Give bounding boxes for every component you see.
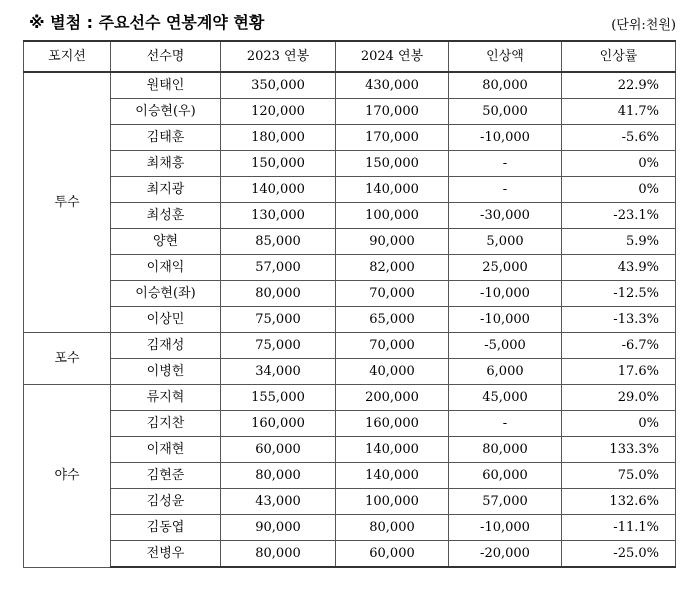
salary-2023-cell: 85,000 xyxy=(221,229,336,255)
raise-rate-cell: 43.9% xyxy=(562,255,676,281)
table-row xyxy=(24,463,676,489)
column-header-salary-2024: 2024 연봉 xyxy=(336,41,449,72)
salary-2023-cell: 75,000 xyxy=(221,333,336,359)
raise-rate-cell: -6.7% xyxy=(562,333,676,359)
raise-amount-cell: 5,000 xyxy=(449,229,562,255)
position-cell: 야수 xyxy=(24,385,111,568)
salary-2023-cell: 350,000 xyxy=(221,72,336,99)
table-row xyxy=(24,385,676,411)
salary-2023-cell: 160,000 xyxy=(221,411,336,437)
salary-2024-cell: 60,000 xyxy=(336,541,449,568)
raise-rate-cell: 0% xyxy=(562,151,676,177)
column-header-salary-2023: 2023 연봉 xyxy=(221,41,336,72)
table-row xyxy=(24,541,676,568)
table-row xyxy=(24,229,676,255)
player-name-cell: 이병헌 xyxy=(111,359,221,385)
salary-2024-cell: 100,000 xyxy=(336,489,449,515)
raise-rate-cell: -11.1% xyxy=(562,515,676,541)
column-header-raise: 인상액 xyxy=(449,41,562,72)
raise-amount-cell: 45,000 xyxy=(449,385,562,411)
raise-rate-cell: -23.1% xyxy=(562,203,676,229)
raise-amount-cell: 25,000 xyxy=(449,255,562,281)
player-name-cell: 최채흥 xyxy=(111,151,221,177)
table-row xyxy=(24,515,676,541)
salary-2024-cell: 90,000 xyxy=(336,229,449,255)
table-header-row xyxy=(24,41,676,72)
raise-amount-cell: 80,000 xyxy=(449,72,562,99)
raise-rate-cell: 0% xyxy=(562,177,676,203)
salary-2023-cell: 34,000 xyxy=(221,359,336,385)
salary-2024-cell: 200,000 xyxy=(336,385,449,411)
raise-amount-cell: - xyxy=(449,411,562,437)
salary-2023-cell: 120,000 xyxy=(221,99,336,125)
player-name-cell: 최성훈 xyxy=(111,203,221,229)
raise-amount-cell: 57,000 xyxy=(449,489,562,515)
raise-rate-cell: 133.3% xyxy=(562,437,676,463)
table-row xyxy=(24,99,676,125)
raise-rate-cell: -25.0% xyxy=(562,541,676,568)
raise-rate-cell: -5.6% xyxy=(562,125,676,151)
player-name-cell: 이재익 xyxy=(111,255,221,281)
raise-amount-cell: 6,000 xyxy=(449,359,562,385)
raise-amount-cell: 50,000 xyxy=(449,99,562,125)
salary-2024-cell: 82,000 xyxy=(336,255,449,281)
salary-2024-cell: 100,000 xyxy=(336,203,449,229)
raise-amount-cell: 60,000 xyxy=(449,463,562,489)
player-name-cell: 이승현(좌) xyxy=(111,281,221,307)
player-name-cell: 김성윤 xyxy=(111,489,221,515)
raise-rate-cell: -13.3% xyxy=(562,307,676,333)
column-header-position: 포지션 xyxy=(24,41,111,72)
player-name-cell: 김지찬 xyxy=(111,411,221,437)
column-header-raise-rate: 인상률 xyxy=(562,41,676,72)
unit-note: (단위:천원) xyxy=(611,18,676,33)
salary-2023-cell: 140,000 xyxy=(221,177,336,203)
salary-2023-cell: 75,000 xyxy=(221,307,336,333)
table-row xyxy=(24,177,676,203)
salary-2024-cell: 140,000 xyxy=(336,437,449,463)
raise-amount-cell: -20,000 xyxy=(449,541,562,568)
salary-2024-cell: 170,000 xyxy=(336,99,449,125)
salary-2024-cell: 150,000 xyxy=(336,151,449,177)
raise-amount-cell: -30,000 xyxy=(449,203,562,229)
player-name-cell: 이승현(우) xyxy=(111,99,221,125)
salary-2023-cell: 43,000 xyxy=(221,489,336,515)
table-body xyxy=(24,72,676,567)
player-name-cell: 김재성 xyxy=(111,333,221,359)
raise-rate-cell: 0% xyxy=(562,411,676,437)
table-row xyxy=(24,437,676,463)
raise-amount-cell: -10,000 xyxy=(449,307,562,333)
salary-2023-cell: 80,000 xyxy=(221,281,336,307)
raise-rate-cell: 132.6% xyxy=(562,489,676,515)
raise-rate-cell: 5.9% xyxy=(562,229,676,255)
raise-rate-cell: 75.0% xyxy=(562,463,676,489)
salary-2024-cell: 70,000 xyxy=(336,333,449,359)
salary-2023-cell: 130,000 xyxy=(221,203,336,229)
salary-2024-cell: 140,000 xyxy=(336,177,449,203)
raise-amount-cell: 80,000 xyxy=(449,437,562,463)
raise-amount-cell: -5,000 xyxy=(449,333,562,359)
salary-2023-cell: 80,000 xyxy=(221,463,336,489)
salary-2024-cell: 40,000 xyxy=(336,359,449,385)
salary-2023-cell: 60,000 xyxy=(221,437,336,463)
player-name-cell: 원태인 xyxy=(111,72,221,99)
salary-2024-cell: 170,000 xyxy=(336,125,449,151)
raise-amount-cell: -10,000 xyxy=(449,515,562,541)
player-name-cell: 이재현 xyxy=(111,437,221,463)
salary-2023-cell: 155,000 xyxy=(221,385,336,411)
salary-2024-cell: 70,000 xyxy=(336,281,449,307)
position-cell: 포수 xyxy=(24,333,111,385)
salary-2024-cell: 430,000 xyxy=(336,72,449,99)
raise-rate-cell: 22.9% xyxy=(562,72,676,99)
column-header-player: 선수명 xyxy=(111,41,221,72)
salary-table xyxy=(23,40,676,568)
document-title: ※ 별첨 : 주요선수 연봉계약 현황 xyxy=(29,13,265,32)
salary-2023-cell: 80,000 xyxy=(221,541,336,568)
player-name-cell: 김현준 xyxy=(111,463,221,489)
document-header xyxy=(0,0,700,40)
salary-2023-cell: 180,000 xyxy=(221,125,336,151)
salary-2024-cell: 65,000 xyxy=(336,307,449,333)
salary-2024-cell: 160,000 xyxy=(336,411,449,437)
player-name-cell: 양현 xyxy=(111,229,221,255)
salary-2023-cell: 90,000 xyxy=(221,515,336,541)
raise-rate-cell: 41.7% xyxy=(562,99,676,125)
table-row xyxy=(24,72,676,99)
player-name-cell: 김동엽 xyxy=(111,515,221,541)
player-name-cell: 류지혁 xyxy=(111,385,221,411)
raise-amount-cell: - xyxy=(449,151,562,177)
player-name-cell: 김태훈 xyxy=(111,125,221,151)
table-row xyxy=(24,125,676,151)
position-cell: 투수 xyxy=(24,72,111,333)
player-name-cell: 최지광 xyxy=(111,177,221,203)
table-row xyxy=(24,307,676,333)
raise-amount-cell: - xyxy=(449,177,562,203)
salary-2024-cell: 80,000 xyxy=(336,515,449,541)
table-row xyxy=(24,411,676,437)
table-row xyxy=(24,281,676,307)
salary-2023-cell: 150,000 xyxy=(221,151,336,177)
table-row xyxy=(24,151,676,177)
raise-rate-cell: -12.5% xyxy=(562,281,676,307)
salary-2023-cell: 57,000 xyxy=(221,255,336,281)
raise-amount-cell: -10,000 xyxy=(449,125,562,151)
player-name-cell: 전병우 xyxy=(111,541,221,568)
raise-rate-cell: 17.6% xyxy=(562,359,676,385)
player-name-cell: 이상민 xyxy=(111,307,221,333)
salary-2024-cell: 140,000 xyxy=(336,463,449,489)
table-row xyxy=(24,489,676,515)
raise-amount-cell: -10,000 xyxy=(449,281,562,307)
table-row xyxy=(24,255,676,281)
table-row xyxy=(24,359,676,385)
raise-rate-cell: 29.0% xyxy=(562,385,676,411)
table-row xyxy=(24,333,676,359)
table-row xyxy=(24,203,676,229)
